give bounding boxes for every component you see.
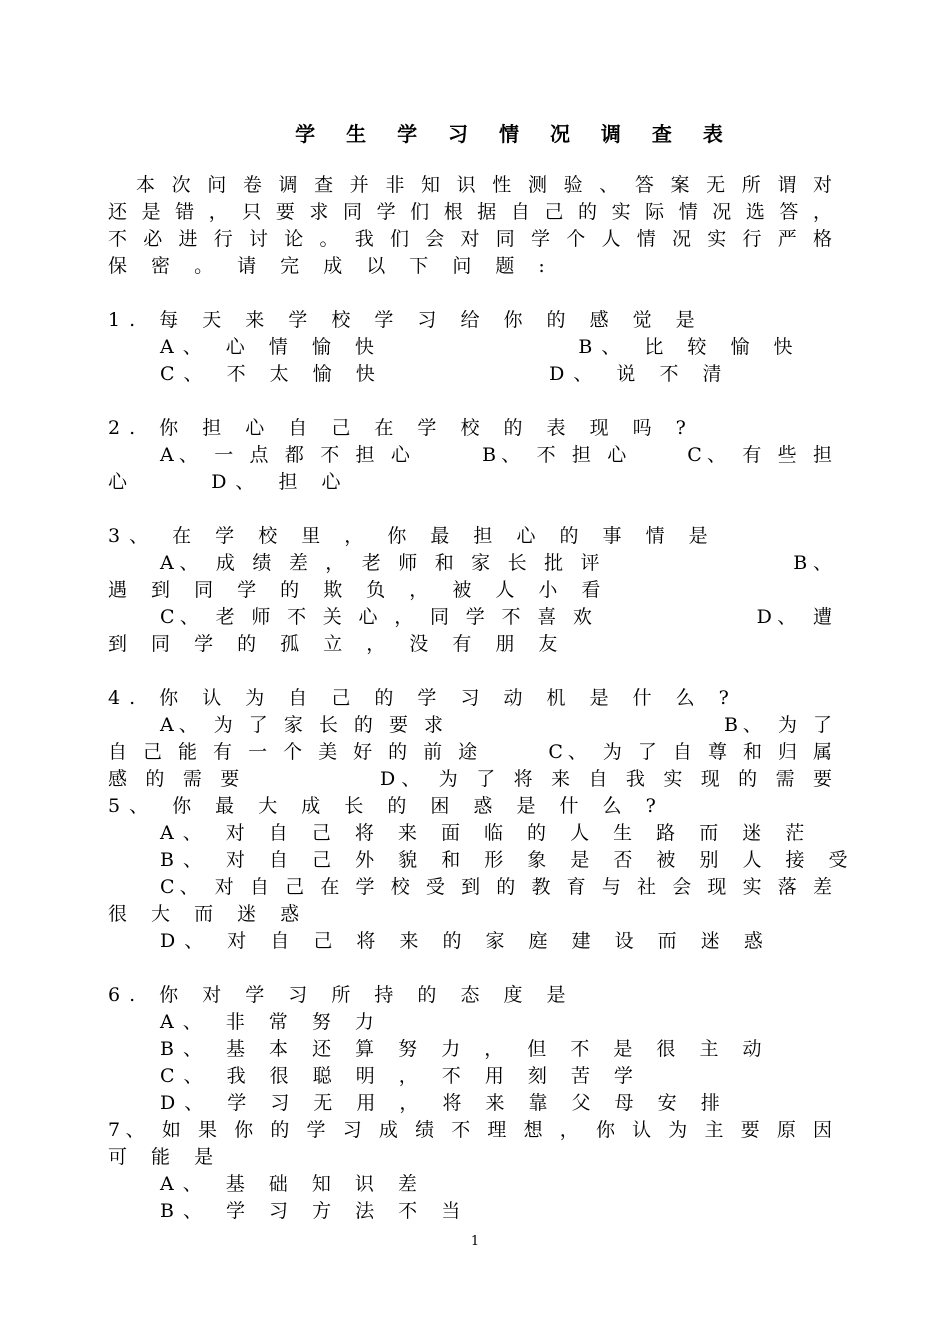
question-6-option-c: C、 我 很 聪 明 ， 不 用 刻 苦 学: [160, 1065, 642, 1087]
question-3-option-a: A、 成 绩 差 ， 老 师 和 家 长 批 评 B、: [160, 552, 832, 574]
question-7-option-a: A、 基 础 知 识 差: [160, 1173, 426, 1195]
question-5-text: 5、 你 最 大 成 长 的 困 惑 是 什 么 ?: [108, 795, 665, 817]
question-7-option-b: B、 学 习 方 法 不 当: [160, 1200, 470, 1222]
question-7-text-cont: 可 能 是: [108, 1146, 223, 1168]
question-4-text: 4. 你 认 为 自 己 的 学 习 动 机 是 什 么 ?: [108, 687, 738, 709]
document-title: 学 生 学 习 情 况 调 查 表: [295, 122, 735, 146]
question-6-option-b: B、 基 本 还 算 努 力 ， 但 不 是 很 主 动: [160, 1038, 771, 1060]
question-4-option-a: A、 为 了 家 长 的 要 求 B、 为 了: [160, 714, 832, 736]
question-2-options-d: 心 D、 担 心: [108, 471, 350, 493]
question-6-option-d: D、 学 习 无 用 ， 将 来 靠 父 母 安 排: [160, 1092, 729, 1114]
question-2-text: 2. 你 担 心 自 己 在 学 校 的 表 现 吗 ?: [108, 417, 695, 439]
question-1-options-cd: C、 不 太 愉 快 D、 说 不 清: [160, 363, 731, 385]
question-5-option-a: A、 对 自 己 将 来 面 临 的 人 生 路 而 迷 茫: [160, 822, 814, 844]
question-6-option-a: A、 非 常 努 力: [160, 1011, 383, 1033]
question-4-option-b: 自 己 能 有 一 个 美 好 的 前 途 C、 为 了 自 尊 和 归 属: [108, 741, 832, 763]
page-number: 1: [470, 1234, 480, 1249]
question-6-text: 6. 你 对 学 习 所 持 的 态 度 是: [108, 984, 575, 1006]
question-1-options-ab: A、 心 情 愉 快 B、 比 较 愉 快: [160, 336, 802, 358]
question-7-text: 7、 如 果 你 的 学 习 成 绩 不 理 想 ， 你 认 为 主 要 原 因: [108, 1119, 832, 1141]
question-4-option-d: 感 的 需 要 D、 为 了 将 来 自 我 实 现 的 需 要: [108, 768, 832, 790]
question-3-option-d: 到 同 学 的 孤 立 ， 没 有 朋 友: [108, 633, 567, 655]
intro-line-2: 还 是 错 ， 只 要 求 同 学 们 根 据 自 己 的 实 际 情 况 选 答 ，: [108, 201, 832, 223]
intro-line-1: 本 次 问 卷 调 查 并 非 知 识 性 测 验 、 答 案 无 所 谓 对: [136, 174, 832, 196]
intro-line-4: 保 密 。 请 完 成 以 下 问 题 :: [108, 255, 554, 277]
question-3-option-b: 遇 到 同 学 的 欺 负 ， 被 人 小 看: [108, 579, 610, 601]
question-5-option-d: D、 对 自 己 将 来 的 家 庭 建 设 而 迷 惑: [160, 930, 772, 952]
question-5-option-c-cont: 很 大 而 迷 惑: [108, 903, 309, 925]
question-5-option-c: C、 对 自 己 在 学 校 受 到 的 教 育 与 社 会 现 实 落 差: [160, 876, 832, 898]
intro-line-3: 不 必 进 行 讨 论 。 我 们 会 对 同 学 个 人 情 况 实 行 严 格: [108, 228, 832, 250]
question-3-option-c: C、 老 师 不 关 心 ， 同 学 不 喜 欢 D、 遭: [160, 606, 832, 628]
question-1-text: 1. 每 天 来 学 校 学 习 给 你 的 感 觉 是: [108, 309, 704, 331]
question-3-text: 3、 在 学 校 里 ， 你 最 担 心 的 事 情 是: [108, 525, 717, 547]
question-2-options-abc: A、 一 点 都 不 担 心 B、 不 担 心 C、 有 些 担: [160, 444, 832, 466]
question-5-option-b: B、 对 自 己 外 貌 和 形 象 是 否 被 别 人 接 受: [160, 849, 857, 871]
